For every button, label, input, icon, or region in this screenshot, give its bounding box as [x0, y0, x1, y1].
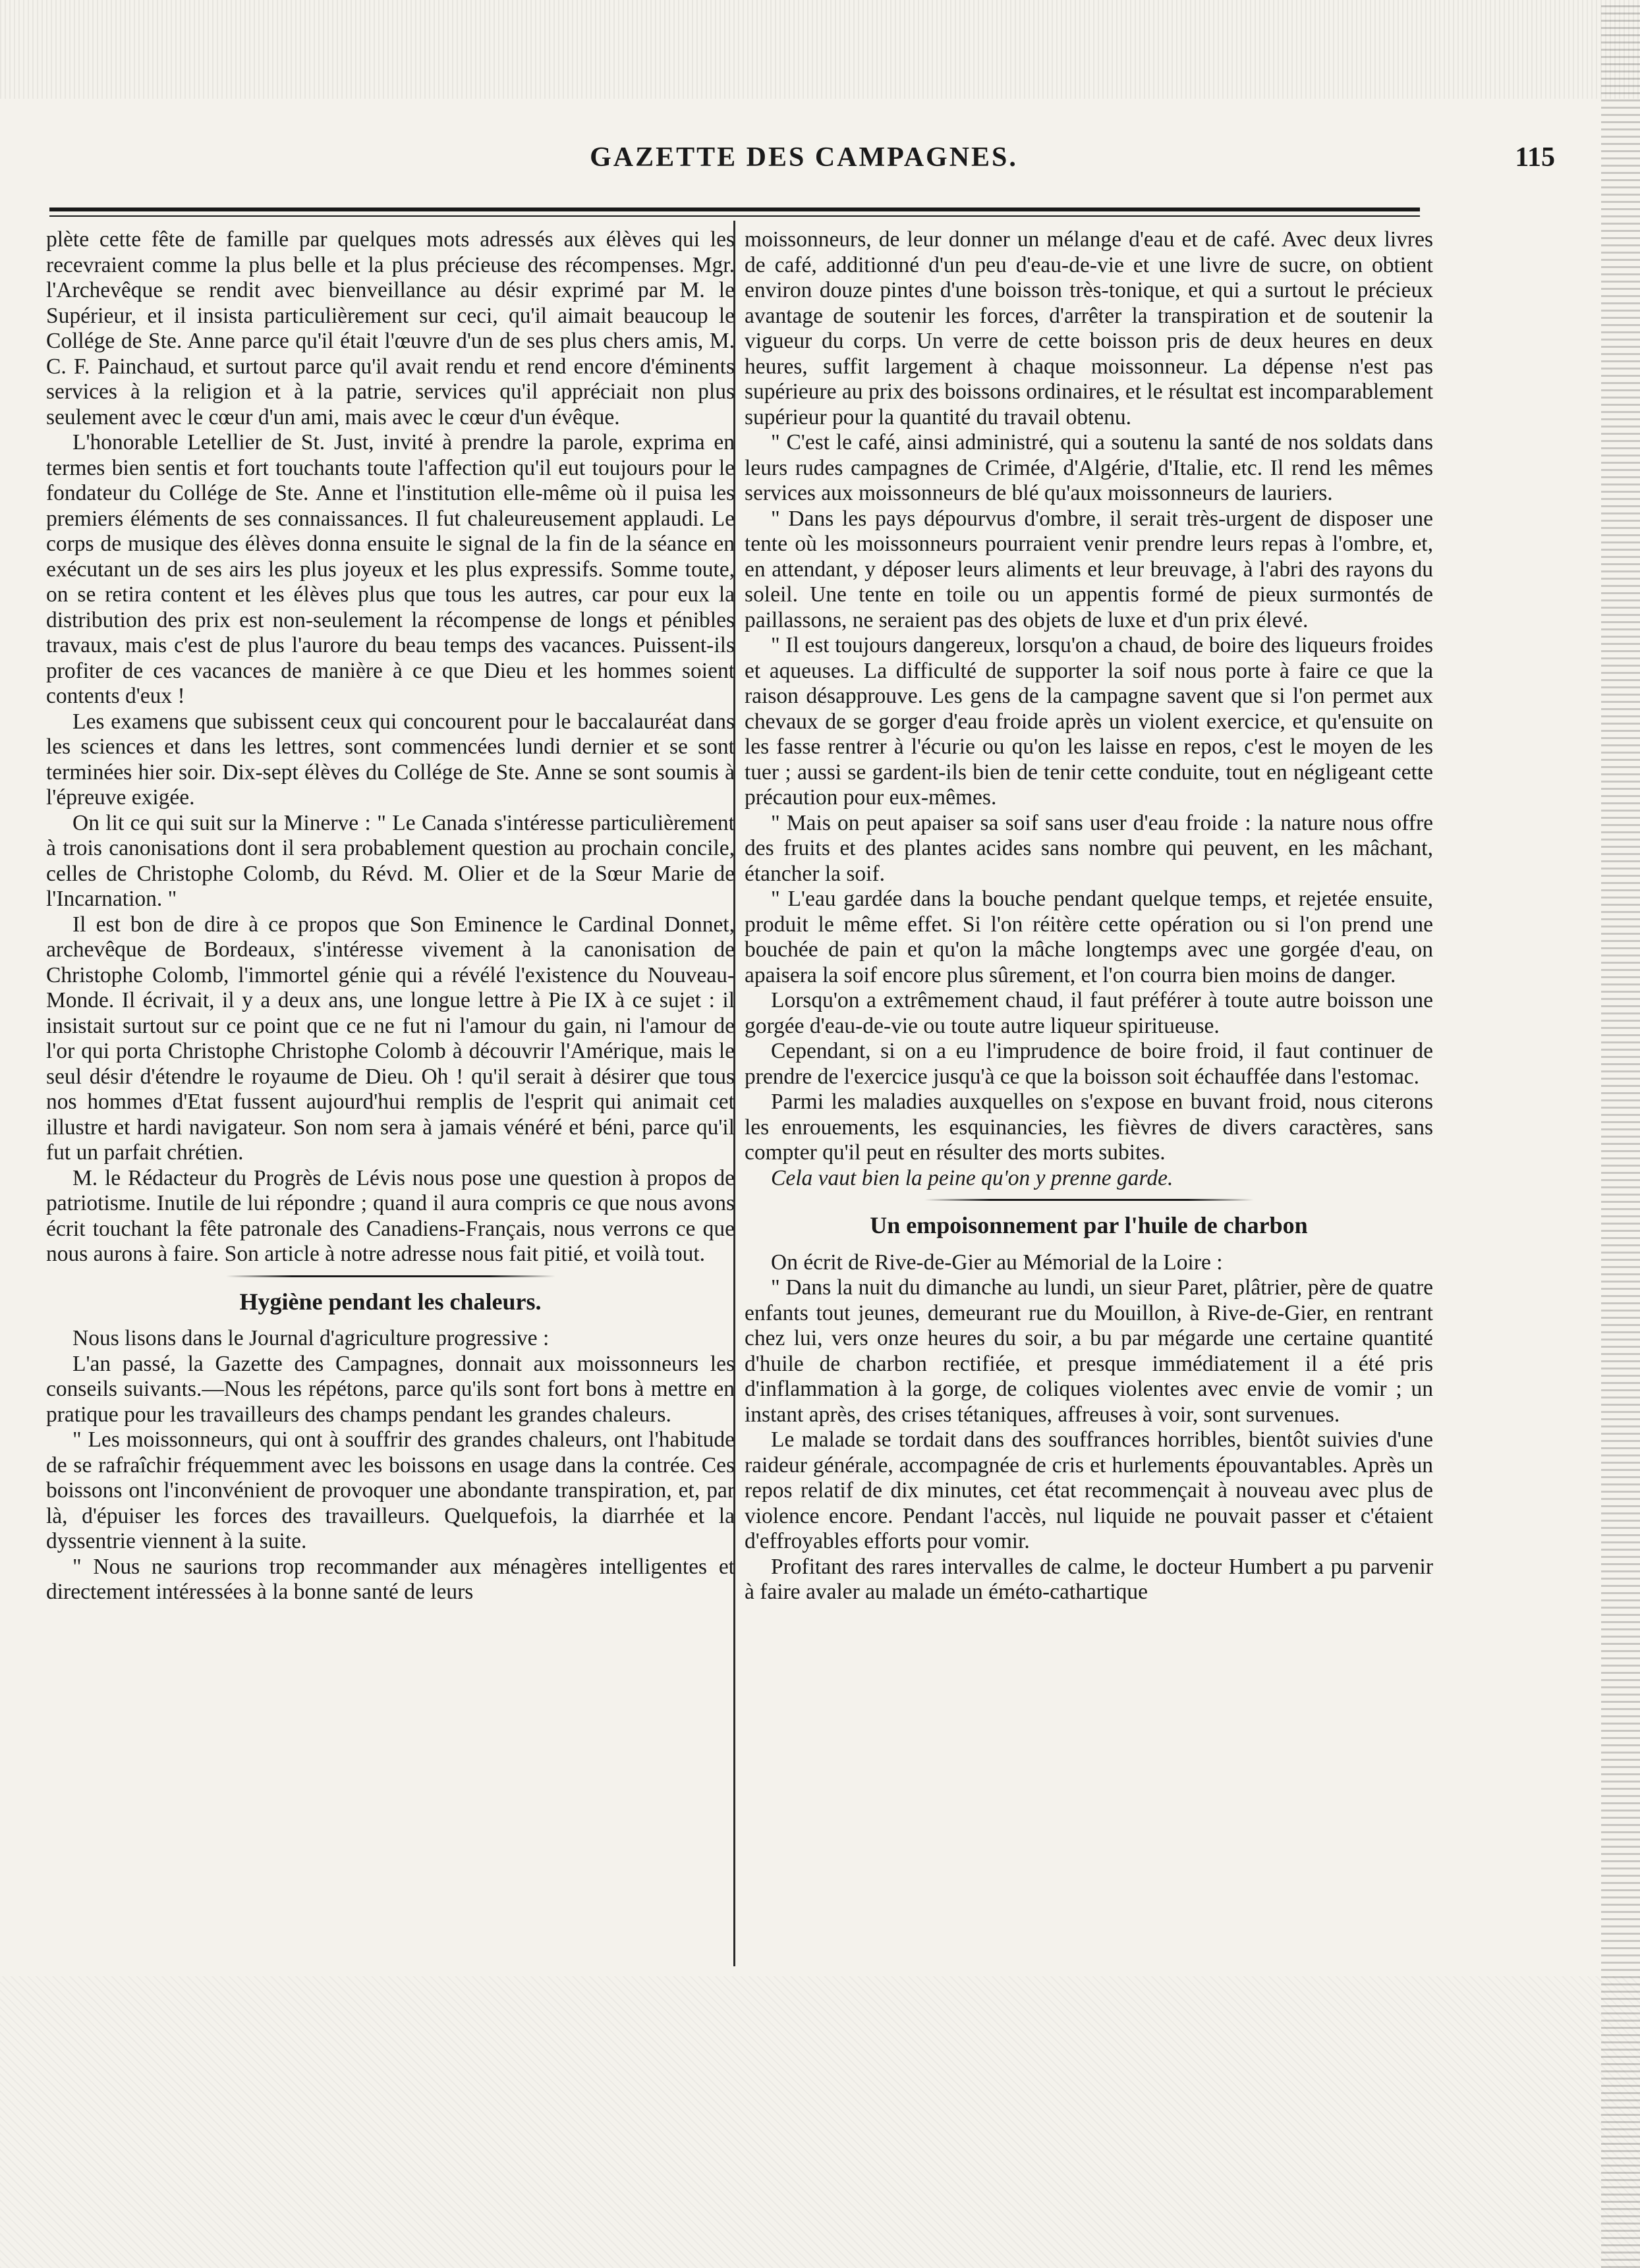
article-paragraph: Cependant, si on a eu l'imprudence de boire froid, il faut continuer de prendre de l'exercice jusqu'à ce que la boisson soit échauffée dans l'estomac.: [745, 1039, 1433, 1089]
article-paragraph: " L'eau gardée dans la bouche pendant quelque temps, et rejetée ensuite, produit le même effet. Si l'on réitère cette opération ou si l'on prend une bouchée de pain et qu'on la mâche longtemps avec une gorgée d'eau, on apaisera la soif encore plus sûrement, et l'on courra bien moins de danger.: [745, 887, 1433, 987]
article-paragraph: " Mais on peut apaiser sa soif sans user d'eau froide : la nature nous offre des fruits et des plantes acides sans nombre qui peuvent, en les mâchant, étancher la soif.: [745, 810, 1433, 886]
article-paragraph: " Dans les pays dépourvus d'ombre, il serait très-urgent de disposer une tente où les moissonneurs pourraient venir prendre leurs repas à l'ombre, et, en attendant, y déposer leurs aliments et leur breuvage, à l'abri des rayons du soleil. Une tente en toile ou un appentis formé de pieux surmontés de paillassons, ne seraient pas des objets de luxe et d'un prix élevé.: [745, 506, 1433, 632]
section-heading: [745, 1199, 1433, 1238]
section-heading-text: Hygiène pendant les chaleurs.: [239, 1288, 542, 1315]
page-title: GAZETTE DES CAMPAGNES.: [590, 142, 1018, 173]
section-heading-text: Un empoisonnement par l'huile de charbon: [870, 1212, 1308, 1238]
page-header: [46, 142, 1562, 181]
article-paragraph: Lorsqu'on a extrêmement chaud, il faut préférer à toute autre boisson une gorgée d'eau-de-vie ou toute autre liqueur spiritueuse.: [745, 988, 1433, 1038]
left-column: [46, 227, 735, 1605]
article-paragraph: Cela vaut bien la peine qu'on y prenne garde.: [771, 1165, 1173, 1190]
article-paragraph: On écrit de Rive-de-Gier au Mémorial de la Loire :: [771, 1250, 1223, 1275]
section-heading: [46, 1275, 735, 1315]
article-paragraph: On lit ce qui suit sur la Minerve : " Le Canada s'intéresse particulièrement à trois canonisations dont il sera probablement question au prochain concile, celles de Christophe Colomb, du Révd. M. Olier et de la Sœur Marie de l'Incarnation. ": [46, 810, 735, 911]
article-paragraph: Profitant des rares intervalles de calme, le docteur Humbert a pu parvenir à faire avaler au malade un éméto-cathartique: [745, 1554, 1433, 1604]
article-paragraph: Le malade se tordait dans des souffrances horribles, bientôt suivies d'une raideur générale, accompagnée de cris et hurlements épouvantables. Après un repos relatif de dix minutes, cet état recommençait à nouveau avec plus de violence encore. Pendant l'accès, nul liquide ne pouvait passer et c'étaient d'effroyables efforts pour vomir.: [745, 1427, 1433, 1553]
article-paragraph: Il est bon de dire à ce propos que Son Eminence le Cardinal Donnet, archevêque de Bordeaux, s'intéresse vivement à la canonisation de Christophe Colomb, l'immortel génie qui a révélé l'existence du Nouveau-Monde. Il écrivait, il y a deux ans, une longue lettre à Pie IX à ce sujet : il insistait surtout sur ce point que ce ne fut ni l'amour du gain, ni l'amour de l'or qui porta Christophe Christophe Colomb à découvrir l'Amérique, mais le seul désir d'étendre le royaume de Dieu. Oh ! qu'il serait à désirer que tous nos hommes d'Etat fussent aujourd'hui remplis de l'esprit qui animait cet illustre et hardi navigateur. Son nom sera à jamais vénéré et béni, parce qu'il fut un parfait chrétien.: [46, 912, 735, 1165]
heading-rule: [226, 1275, 555, 1277]
article-paragraph: plète cette fête de famille par quelques mots adressés aux élèves qui les recevraient comme la plus belle et la plus précieuse des récompenses. Mgr. l'Archevêque se rendit avec bienveillance au désir exprimé par M. le Supérieur, et il insista particulièrement sur ceci, qu'il aimait beaucoup le Collége de Ste. Anne parce qu'il était l'œuvre d'un de ses plus chers amis, M. C. F. Painchaud, et surtout parce qu'il avait rendu et rend encore d'éminents services à la religion et à la patrie, services qu'il appréciait non plus seulement avec le cœur d'un ami, mais avec le cœur d'un évêque.: [46, 227, 735, 429]
article-paragraph: " C'est le café, ainsi administré, qui a soutenu la santé de nos soldats dans leurs rudes campagnes de Crimée, d'Algérie, d'Italie, etc. Il rend les mêmes services aux moissonneurs de blé qu'aux moissonneurs de lauriers.: [745, 430, 1433, 505]
page-number: 115: [1515, 142, 1555, 173]
scan-edge: [1601, 0, 1640, 2268]
header-rule: [49, 207, 1420, 211]
article-paragraph: Parmi les maladies auxquelles on s'expose en buvant froid, nous citerons les enrouements, les esquinancies, les fièvres de divers caractères, sans compter qu'il peut en résulter des morts subites.: [745, 1090, 1433, 1165]
article-paragraph: " Dans la nuit du dimanche au lundi, un sieur Paret, plâtrier, père de quatre enfants tout jeunes, demeurant rue du Mouillon, à Rive-de-Gier, en rentrant chez lui, vers onze heures du soir, a bu par mégarde une certaine quantité d'huile de charbon rectifiée, et presque immédiatement il a été pris d'inflammation à la gorge, de coliques violentes avec envie de vomir ; un instant après, des crises tétaniques, affreuses à voir, sont survenues.: [745, 1275, 1433, 1427]
article-paragraph: L'an passé, la Gazette des Campagnes, donnait aux moissonneurs les conseils suivants.—Nous les répétons, parce qu'ils sont fort bons à mettre en pratique pour les travailleurs des champs pendant les grandes chaleurs.: [46, 1351, 735, 1427]
heading-rule: [924, 1199, 1254, 1201]
article-paragraph: Les examens que subissent ceux qui concourent pour le baccalauréat dans les sciences et dans les lettres, sont commencées lundi dernier et se sont terminées hier soir. Dix-sept élèves du Collége de Ste. Anne se sont soumis à l'épreuve exigée.: [46, 709, 735, 810]
scan-noise: [0, 0, 1640, 99]
article-paragraph: Nous lisons dans le Journal d'agriculture progressive :: [72, 1326, 550, 1350]
article-paragraph: M. le Rédacteur du Progrès de Lévis nous pose une question à propos de patriotisme. Inutile de lui répondre ; quand il aura compris ce que nous avons écrit touchant la fête patronale des Canadiens-Français, nous verrons ce que nous aurons à faire. Son article à notre adresse nous fait pitié, et voilà tout.: [46, 1165, 735, 1266]
scan-noise: [0, 1976, 1640, 2268]
article-paragraph: L'honorable Letellier de St. Just, invité à prendre la parole, exprima en termes bien sentis et fort touchants toute l'affection qu'il eut toujours pour le fondateur du Collége de Ste. Anne et l'institution elle-même où il puisa les premiers éléments de ses connaissances. Il fut chaleureusement applaudi. Le corps de musique des élèves donna ensuite le signal de la fin de la séance en exécutant un de ses airs les plus joyeux et les plus expressifs. Somme toute, on se retira content et les élèves plus que tous les autres, car pour eux la distribution des prix est non-seulement la récompense de longs et pénibles travaux, mais c'est de plus l'aurore du beau temps des vacances. Puissent-ils profiter de ces vacances de manière à ce que Dieu et les hommes soient contents d'eux !: [46, 430, 735, 708]
article-paragraph: " Nous ne saurions trop recommander aux ménagères intelligentes et directement intéressées à la bonne santé de leurs: [46, 1554, 735, 1604]
right-column: [745, 227, 1433, 1605]
header-rule: [49, 215, 1420, 217]
article-paragraph: " Il est toujours dangereux, lorsqu'on a chaud, de boire des liqueurs froides et aqueuses. La difficulté de supporter la soif nous porte à faire ce que la raison désapprouve. Les gens de la campagne savent que si l'on permet aux chevaux de se gorger d'eau froide après un violent exercice, et qu'ensuite on les fasse rentrer à l'écurie ou qu'on les laisse en repos, c'est le moyen de les tuer ; aussi se gardent-ils bien de tenir cette conduite, tout en négligeant cette précaution pour eux-mêmes.: [745, 633, 1433, 810]
article-paragraph: " Les moissonneurs, qui ont à souffrir des grandes chaleurs, ont l'habitude de se rafraîchir fréquemment avec les boissons en usage dans la contrée. Ces boissons ont l'inconvénient de provoquer une abondante transpiration, et, par là, d'épuiser les forces des travailleurs. Quelquefois, la diarrhée et la dyssentrie viennent à la suite.: [46, 1427, 735, 1553]
article-paragraph: moissonneurs, de leur donner un mélange d'eau et de café. Avec deux livres de café, additionné d'un peu d'eau-de-vie et une livre de sucre, on obtient environ douze pintes d'une boisson très-tonique, et qui a surtout le précieux avantage de soutenir les forces, d'arrêter la transpiration et de soutenir la vigueur du corps. Un verre de cette boisson pris de deux heures en deux heures, suffit largement à chaque moissonneur. La dépense n'est pas supérieure au prix des boissons ordinaires, et le résultat est incomparablement supérieur pour la quantité du travail obtenu.: [745, 227, 1433, 429]
